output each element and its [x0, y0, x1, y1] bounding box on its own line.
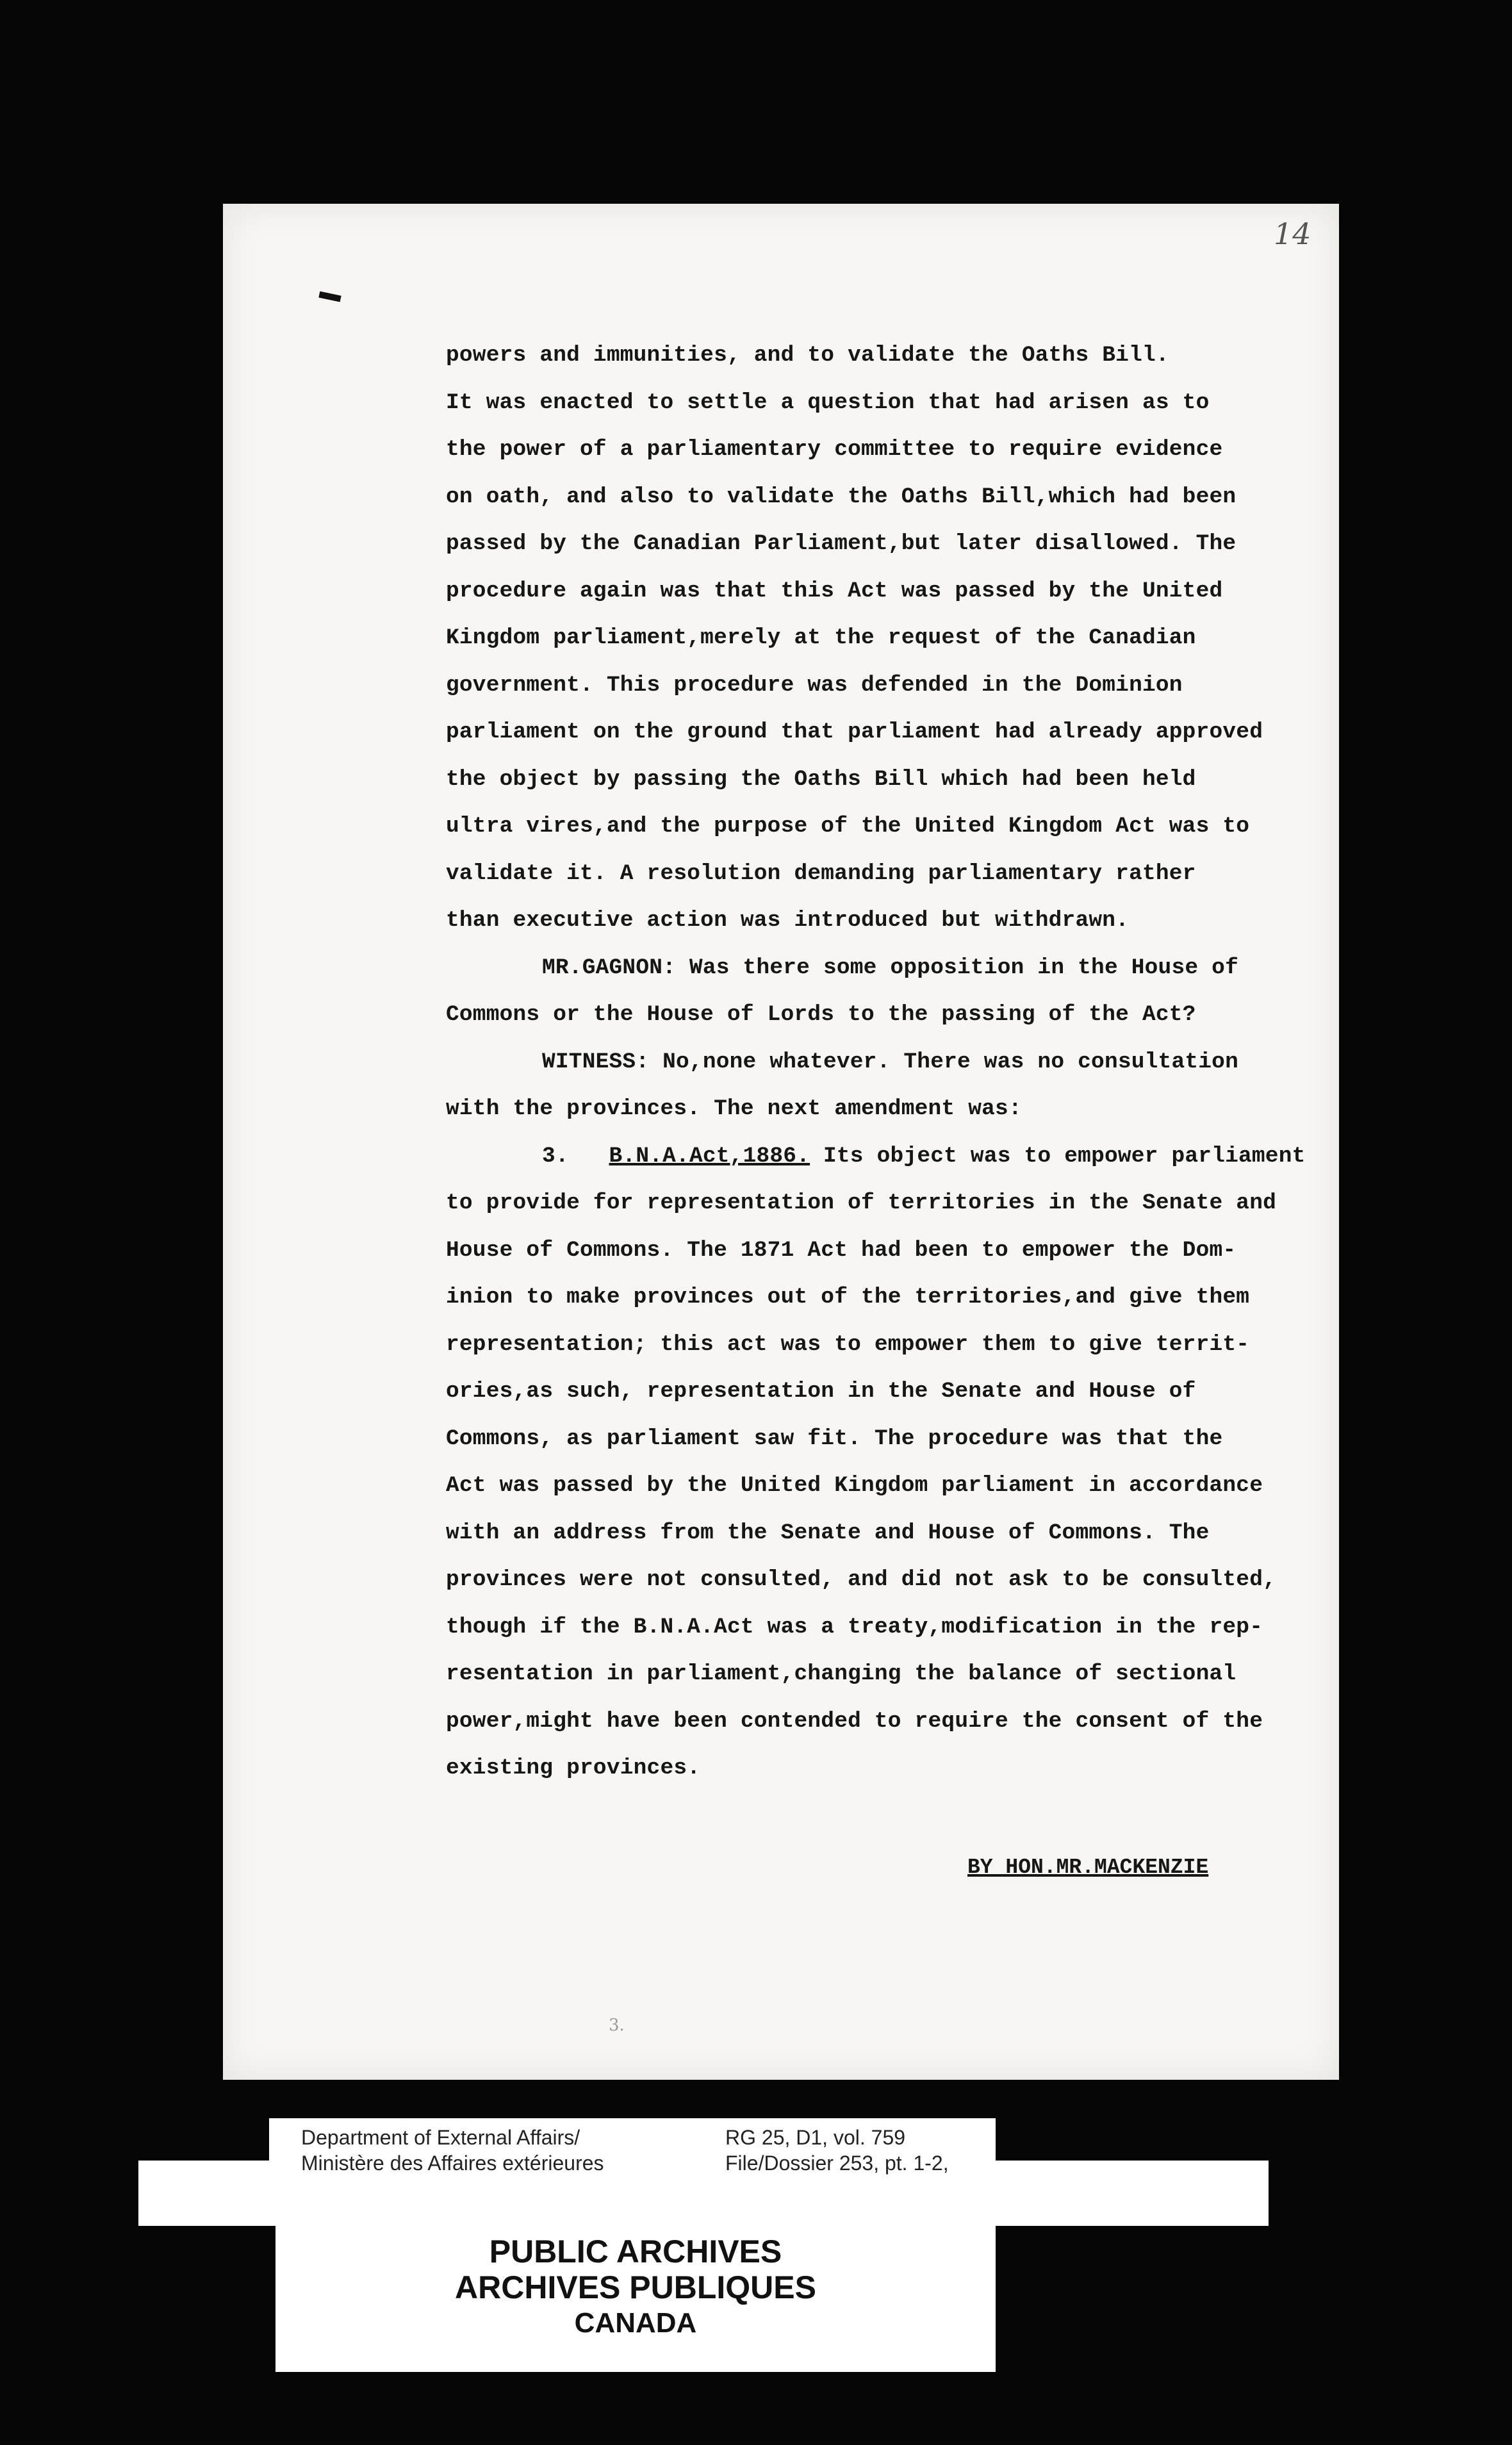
text-line: representation; this act was to empower them to give territ- [446, 1331, 1250, 1357]
document-page [223, 204, 1339, 2080]
text-line: Kingdom parliament,merely at the request of the Canadian [446, 625, 1196, 650]
text-line: WITNESS: No,none whatever. There was no consultation [542, 1049, 1238, 1074]
text-line: than executive action was introduced but withdrawn. [446, 908, 1130, 933]
scan-mark [318, 292, 341, 302]
record-group: RG 25, D1, vol. 759 [725, 2126, 906, 2149]
text-line: validate it. A resolution demanding parliamentary rather [446, 860, 1196, 886]
text-line: the object by passing the Oaths Bill which had been held [446, 766, 1196, 792]
signoff-heading: BY HON.MR.MACKENZIE [967, 1856, 1209, 1879]
text-line: with an address from the Senate and House of Commons. The [446, 1520, 1210, 1545]
text-line: government. This procedure was defended in the Dominion [446, 672, 1183, 698]
text-line: ultra vires,and the purpose of the United Kingdom Act was to [446, 814, 1250, 839]
section-number: 3. [542, 1143, 569, 1169]
section-heading: B.N.A.Act,1886. [609, 1143, 810, 1169]
page-number-mark: 14 [1274, 217, 1311, 251]
text-line: on oath, and also to validate the Oaths Bill,which had been [446, 484, 1237, 509]
section-lines [446, 1180, 1292, 1792]
department-french: Ministère des Affaires extérieures [301, 2152, 604, 2175]
text-line: power,might have been contended to require the consent of the [446, 1708, 1263, 1734]
archive-reference-card [269, 2118, 996, 2182]
page-foot: 3. [609, 2016, 625, 2035]
text-line: Commons or the House of Lords to the passing of the Act? [446, 1002, 1196, 1027]
text-line: parliament on the ground that parliament had already approved [446, 720, 1263, 745]
archive-stamp [275, 2234, 996, 2341]
text-line: It was enacted to settle a question that had arisen as to [446, 390, 1210, 415]
text-line: inion to make provinces out of the territories,and give them [446, 1285, 1250, 1310]
text-line: House of Commons. The 1871 Act had been to empower the Dom- [446, 1237, 1237, 1263]
text-line: provinces were not consulted, and did not ask to be consulted, [446, 1567, 1277, 1592]
stamp-line-2: ARCHIVES PUBLIQUES [455, 2269, 816, 2305]
text-line: to provide for representation of territories in the Senate and [446, 1190, 1277, 1215]
text-line: Commons, as parliament saw fit. The procedure was that the [446, 1426, 1223, 1451]
body-text [446, 332, 1306, 1792]
department-english: Department of External Affairs/ [301, 2126, 580, 2149]
paragraph-lines [446, 332, 1292, 1133]
text-line: Act was passed by the United Kingdom parliament in accordance [446, 1473, 1263, 1498]
text-line: existing provinces. [446, 1756, 701, 1781]
stamp-line-3: CANADA [574, 2307, 697, 2339]
text-line: with the provinces. The next amendment was: [446, 1096, 1022, 1121]
text-line: ories,as such, representation in the Senate and House of [446, 1379, 1196, 1404]
department-block [301, 2125, 604, 2176]
section-first-line [446, 1133, 1306, 1180]
text-line: procedure again was that this Act was passed by the United [446, 578, 1223, 604]
file-number: File/Dossier 253, pt. 1-2, [725, 2152, 949, 2175]
file-reference-block [725, 2125, 949, 2176]
text-line: the power of a parliamentary committee to require evidence [446, 437, 1223, 462]
text-line: powers and immunities, and to validate the Oaths Bill. [446, 343, 1169, 368]
text-line: resentation in parliament,changing the balance of sectional [446, 1661, 1237, 1686]
text-line: passed by the Canadian Parliament,but later disallowed. The [446, 531, 1237, 556]
section-first-line-text: Its object was to empower parliament [810, 1143, 1306, 1169]
text-line: though if the B.N.A.Act was a treaty,modification in the rep- [446, 1614, 1263, 1640]
stamp-line-1: PUBLIC ARCHIVES [489, 2234, 782, 2269]
text-line: MR.GAGNON: Was there some opposition in the House of [542, 955, 1238, 980]
